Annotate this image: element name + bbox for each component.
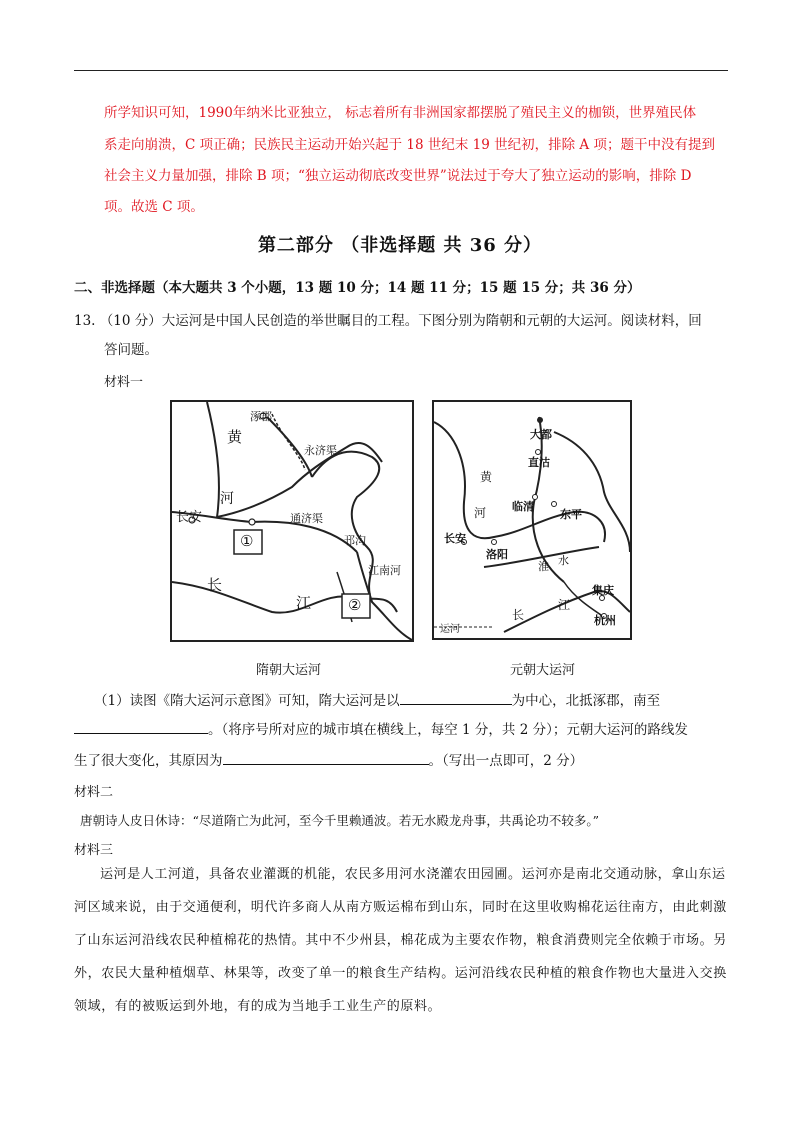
question-13-line-1: 13. （10 分）大运河是中国人民创造的举世瞩目的工程。下图分别为隋朝和元朝的大运河。阅读材料，回 bbox=[74, 313, 702, 329]
answer-line-3: 社会主义力量加强，排除 B 项；“独立运动彻底改变世界”说法过于夸大了独立运动的影响，排除 D bbox=[104, 168, 692, 184]
sui-label-changan: 长安 bbox=[176, 510, 203, 525]
sub1-part-c: 。（将序号所对应的城市填在横线上，每空 1 分，共 2 分）；元朝大运河的路线发 bbox=[208, 722, 688, 738]
yuan-label-dongping: 东平 bbox=[560, 508, 582, 521]
sui-marker-2: ② bbox=[348, 596, 362, 614]
yuan-label-changan: 长安 bbox=[444, 532, 466, 545]
sub-question-1-line-1 bbox=[94, 689, 660, 709]
yuan-label-hangzhou: 杭州 bbox=[594, 614, 616, 627]
sui-label-chang: 长 bbox=[207, 576, 223, 594]
sui-label-huang: 黄 bbox=[227, 428, 243, 446]
material-3-label: 材料三 bbox=[74, 843, 114, 858]
yuan-label-jiqing: 集庆 bbox=[592, 584, 614, 597]
material-3-text: 运河是人工河道，具备农业灌溉的机能，农民多用河水浇灌农田园圃。运河亦是南北交通动脉，拿山东运河区域来说，由于交通便利，明代许多商人从南方贩运棉布到山东，同时在这里收购棉花运往南方，由此刺激了山东运河沿线农民种植棉花的热情。其中不少州县，棉花成为主要农作物，粮食消费则完全依赖于市场。另外，农民大量种植烟草、林果等，改变了单一的粮食生产结构。运河沿线农民种植的粮食作物也大量进入交换领域，有的被贩运到外地，有的成为当地手工业生产的原料。 bbox=[74, 867, 727, 1014]
sui-label-zhuojun: 涿郡 bbox=[250, 410, 272, 423]
sub1-part-a: （1）读图《隋大运河示意图》可知，隋大运河是以 bbox=[94, 693, 400, 709]
answer-blank-south[interactable] bbox=[74, 719, 208, 734]
sub1-part-e: 。（写出一点即可，2 分） bbox=[428, 753, 584, 769]
answer-blank-reason[interactable] bbox=[223, 750, 429, 765]
yuan-map-caption: 元朝大运河 bbox=[510, 663, 576, 678]
answer-line-4: 项。故选 C 项。 bbox=[104, 199, 204, 215]
yuan-label-huai: 淮 bbox=[538, 560, 549, 573]
yuan-legend-canal: 运河 bbox=[440, 624, 460, 635]
yuan-label-shui: 水 bbox=[558, 554, 569, 567]
answer-line-1: 所学知识可知，1990年纳米比亚独立， 标志着所有非洲国家都摆脱了殖民主义的枷锁，世界殖民体 bbox=[104, 105, 697, 121]
sub1-part-b: 为中心，北抵涿郡，南至 bbox=[511, 693, 661, 709]
sui-map-caption: 隋朝大运河 bbox=[256, 663, 322, 678]
sub1-part-d: 生了很大变化，其原因为 bbox=[74, 753, 223, 769]
sui-label-tongji: 通济渠 bbox=[290, 512, 323, 525]
sub-question-1-line-3 bbox=[74, 749, 583, 769]
sui-label-jiangnan: 江南河 bbox=[368, 564, 401, 577]
sui-canal-map bbox=[170, 400, 414, 642]
yuan-canal-map bbox=[432, 400, 632, 640]
question-13-line-2: 答问题。 bbox=[104, 342, 158, 358]
yuan-label-jiang: 江 bbox=[558, 598, 571, 612]
answer-blank-center[interactable] bbox=[400, 690, 512, 705]
yuan-label-linqing: 临清 bbox=[512, 500, 534, 513]
material-1-label: 材料一 bbox=[104, 375, 144, 390]
material-2-label: 材料二 bbox=[74, 785, 114, 800]
sui-label-he: 河 bbox=[220, 491, 234, 507]
sui-label-jiang: 江 bbox=[296, 594, 312, 612]
section-title: 二、非选择题（本大题共 3 个小题，13 题 10 分；14 题 11 分；15 题 15 分；共 36 分） bbox=[74, 280, 641, 296]
yuan-label-zhigu: 直沽 bbox=[528, 456, 550, 469]
material-2-poem: 唐朝诗人皮日休诗：“尽道隋亡为此河，至今千里赖通波。若无水殿龙舟事，共禹论功不较多。” bbox=[80, 813, 600, 828]
yuan-label-huang: 黄 bbox=[480, 470, 493, 484]
header-rule bbox=[74, 70, 728, 71]
yuan-label-chang: 长 bbox=[512, 608, 525, 622]
sui-marker-1: ① bbox=[240, 532, 254, 550]
yuan-label-he: 河 bbox=[474, 506, 487, 520]
yuan-label-dadu: 大都 bbox=[530, 428, 552, 441]
sui-label-hangou: 邗沟 bbox=[344, 534, 366, 547]
answer-line-2: 系走向崩溃，C 项正确；民族民主运动开始兴起于 18 世纪末 19 世纪初，排除 A 项；题干中没有提到 bbox=[104, 137, 715, 153]
sub-question-1-line-2 bbox=[74, 718, 688, 738]
sui-label-yongji: 永济渠 bbox=[304, 444, 337, 457]
part-two-heading: 第二部分 （非选择题 共 36 分） bbox=[257, 235, 543, 256]
yuan-label-luoyang: 洛阳 bbox=[486, 548, 508, 561]
